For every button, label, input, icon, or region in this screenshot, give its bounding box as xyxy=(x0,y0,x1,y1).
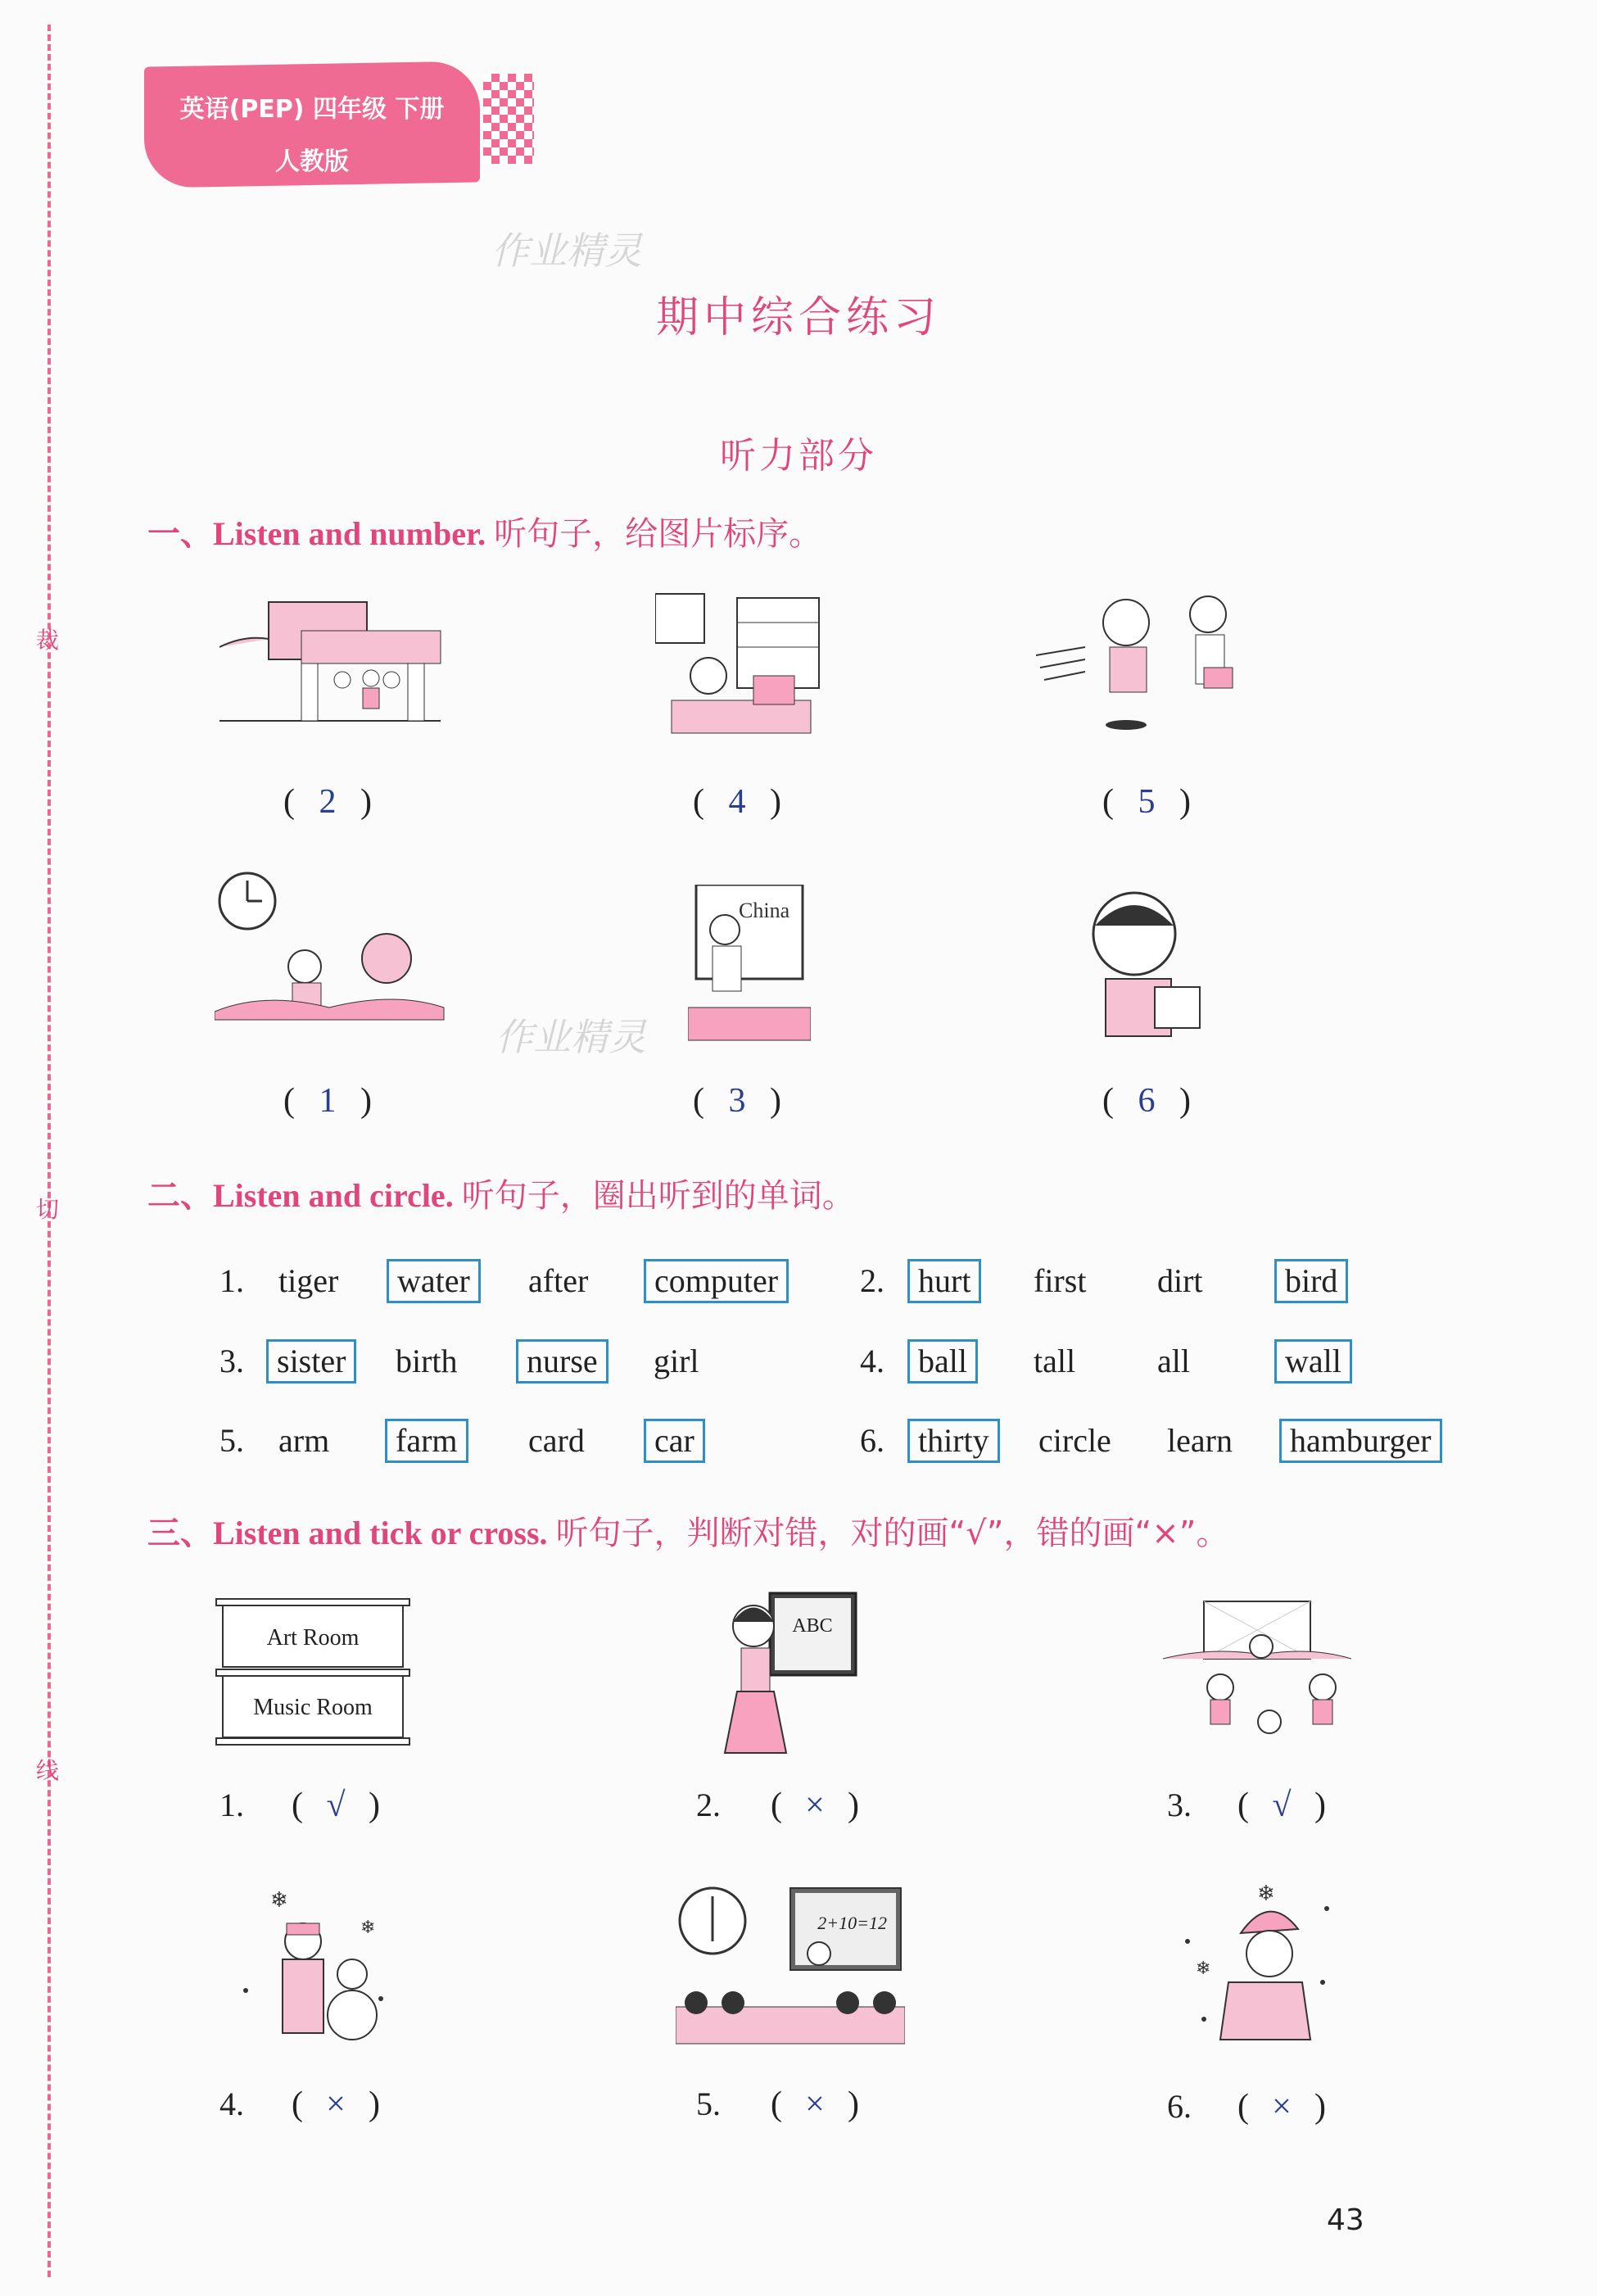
word-option-circled: sister xyxy=(266,1339,356,1383)
word-option-circled: nurse xyxy=(516,1339,608,1383)
word-option: first xyxy=(1034,1262,1087,1299)
item-number: 1. xyxy=(219,1262,244,1299)
item-number: 4. xyxy=(860,1343,884,1379)
answer-paren: ( √ ) xyxy=(1237,1787,1326,1824)
word-option: girl xyxy=(654,1343,699,1379)
word-option-circled: hurt xyxy=(907,1259,981,1303)
word-option: birth xyxy=(396,1343,458,1379)
section1-heading xyxy=(147,508,821,555)
word-option: all xyxy=(1157,1343,1190,1379)
word-option: circle xyxy=(1038,1422,1111,1459)
watermark: 作业精灵 xyxy=(495,1015,646,1059)
morning-picture xyxy=(215,868,452,1048)
svg-text:❄: ❄ xyxy=(1257,1882,1275,1905)
word-option-circled: farm xyxy=(385,1419,468,1463)
snowman-picture xyxy=(238,1884,393,2048)
section3-heading-cn: 听句子，判断对错，对的画“√”，错的画“×”。 xyxy=(555,1515,1229,1552)
answer-paren: ( × ) xyxy=(771,1787,859,1824)
item-number: 6. xyxy=(860,1422,884,1459)
library-picture xyxy=(655,586,835,741)
answer-paren: ( 4 ) xyxy=(693,783,781,821)
answer-value: 5 xyxy=(1138,783,1156,821)
answer-value: 6 xyxy=(1138,1082,1156,1120)
word-option-circled: bird xyxy=(1274,1259,1348,1303)
teacher-board-picture xyxy=(688,885,811,1048)
cut-mark: 裁 xyxy=(36,627,60,654)
answer-paren: ( 6 ) xyxy=(1102,1082,1191,1120)
answer-value: 2 xyxy=(319,783,337,821)
header-edition: 人教版 xyxy=(275,147,349,176)
word-option-circled: computer xyxy=(644,1259,789,1303)
word-option: tiger xyxy=(278,1262,339,1299)
item-number: 6. xyxy=(1167,2088,1192,2125)
item-number: 4. xyxy=(219,2085,244,2122)
girl-abc-board-picture xyxy=(721,1589,860,1761)
sign-art-room: Art Room xyxy=(266,1625,360,1651)
section2-heading-cn: 听句子，圈出听到的单词。 xyxy=(461,1177,855,1215)
word-option: tall xyxy=(1034,1343,1076,1379)
header-checker-decoration xyxy=(483,74,534,164)
svg-text:❄: ❄ xyxy=(1196,1958,1211,1978)
word-option-circled: wall xyxy=(1274,1339,1352,1383)
answer-value: 4 xyxy=(728,783,746,821)
section1-heading-cn: 听句子，给图片标序。 xyxy=(494,515,822,553)
section2-heading-en: 二、Listen and circle. xyxy=(147,1177,454,1214)
word-option-circled: thirty xyxy=(907,1419,1000,1463)
answer-paren: ( × ) xyxy=(771,2085,859,2123)
item-number: 2. xyxy=(860,1262,884,1299)
item-number: 1. xyxy=(219,1787,244,1823)
room-signs-picture xyxy=(215,1597,411,1753)
board-china-text: China xyxy=(739,899,790,922)
page-title: 期中综合练习 xyxy=(655,293,941,342)
word-option: arm xyxy=(278,1422,330,1459)
item-number: 3. xyxy=(1167,1787,1192,1823)
answer-paren: ( × ) xyxy=(1237,2088,1326,2126)
section3-heading xyxy=(147,1507,1228,1554)
cut-mark: 切 xyxy=(36,1196,60,1223)
classroom-picture xyxy=(676,1884,905,2048)
word-option-circled: hamburger xyxy=(1279,1419,1442,1463)
word-option: learn xyxy=(1167,1422,1233,1459)
answer-paren: ( × ) xyxy=(292,2085,380,2123)
word-option: card xyxy=(528,1422,585,1459)
cut-mark: 线 xyxy=(36,1757,60,1784)
answer-paren: ( 1 ) xyxy=(283,1082,372,1120)
answer-paren: ( 2 ) xyxy=(283,783,372,821)
answer-paren: ( 3 ) xyxy=(693,1082,781,1120)
kids-playing-picture xyxy=(1036,590,1265,737)
answer-value: × xyxy=(805,1787,825,1824)
answer-value: √ xyxy=(1272,1787,1292,1824)
section-subtitle: 听力部分 xyxy=(720,435,877,477)
header-book-info: 英语(PEP) 四年级 下册 xyxy=(179,95,445,124)
school-gate-picture xyxy=(219,598,449,729)
board-abc-text: ABC xyxy=(792,1615,833,1637)
answer-value: × xyxy=(326,2085,346,2123)
item-number: 3. xyxy=(219,1343,244,1379)
answer-value: √ xyxy=(326,1787,346,1824)
answer-paren: ( 5 ) xyxy=(1102,783,1191,821)
section3-heading-en: 三、Listen and tick or cross. xyxy=(147,1515,548,1551)
cut-line xyxy=(48,25,51,2277)
boy-with-box-picture xyxy=(1085,889,1224,1044)
svg-text:❄: ❄ xyxy=(270,1888,288,1912)
watermark: 作业精灵 xyxy=(491,229,642,273)
svg-text:❄: ❄ xyxy=(360,1917,376,1937)
word-option: after xyxy=(528,1262,589,1299)
board-math-text: 2+10=12 xyxy=(817,1913,887,1933)
answer-value: × xyxy=(1272,2088,1292,2126)
section1-heading-en: 一、Listen and number. xyxy=(147,515,486,552)
word-option-circled: ball xyxy=(907,1339,978,1383)
answer-value: × xyxy=(805,2085,825,2123)
item-number: 5. xyxy=(696,2085,721,2122)
word-option: dirt xyxy=(1157,1262,1203,1299)
answer-paren: ( √ ) xyxy=(292,1787,380,1824)
word-option-circled: car xyxy=(644,1419,705,1463)
item-number: 5. xyxy=(219,1422,244,1459)
page-number: 43 xyxy=(1327,2203,1364,2237)
girl-in-snow-picture xyxy=(1179,1876,1335,2048)
answer-value: 3 xyxy=(728,1082,746,1120)
sign-music-room: Music Room xyxy=(253,1695,373,1720)
item-number: 2. xyxy=(696,1787,721,1823)
section2-heading xyxy=(147,1170,855,1216)
word-option-circled: water xyxy=(387,1259,481,1303)
soccer-picture xyxy=(1163,1597,1351,1753)
answer-value: 1 xyxy=(319,1082,337,1120)
